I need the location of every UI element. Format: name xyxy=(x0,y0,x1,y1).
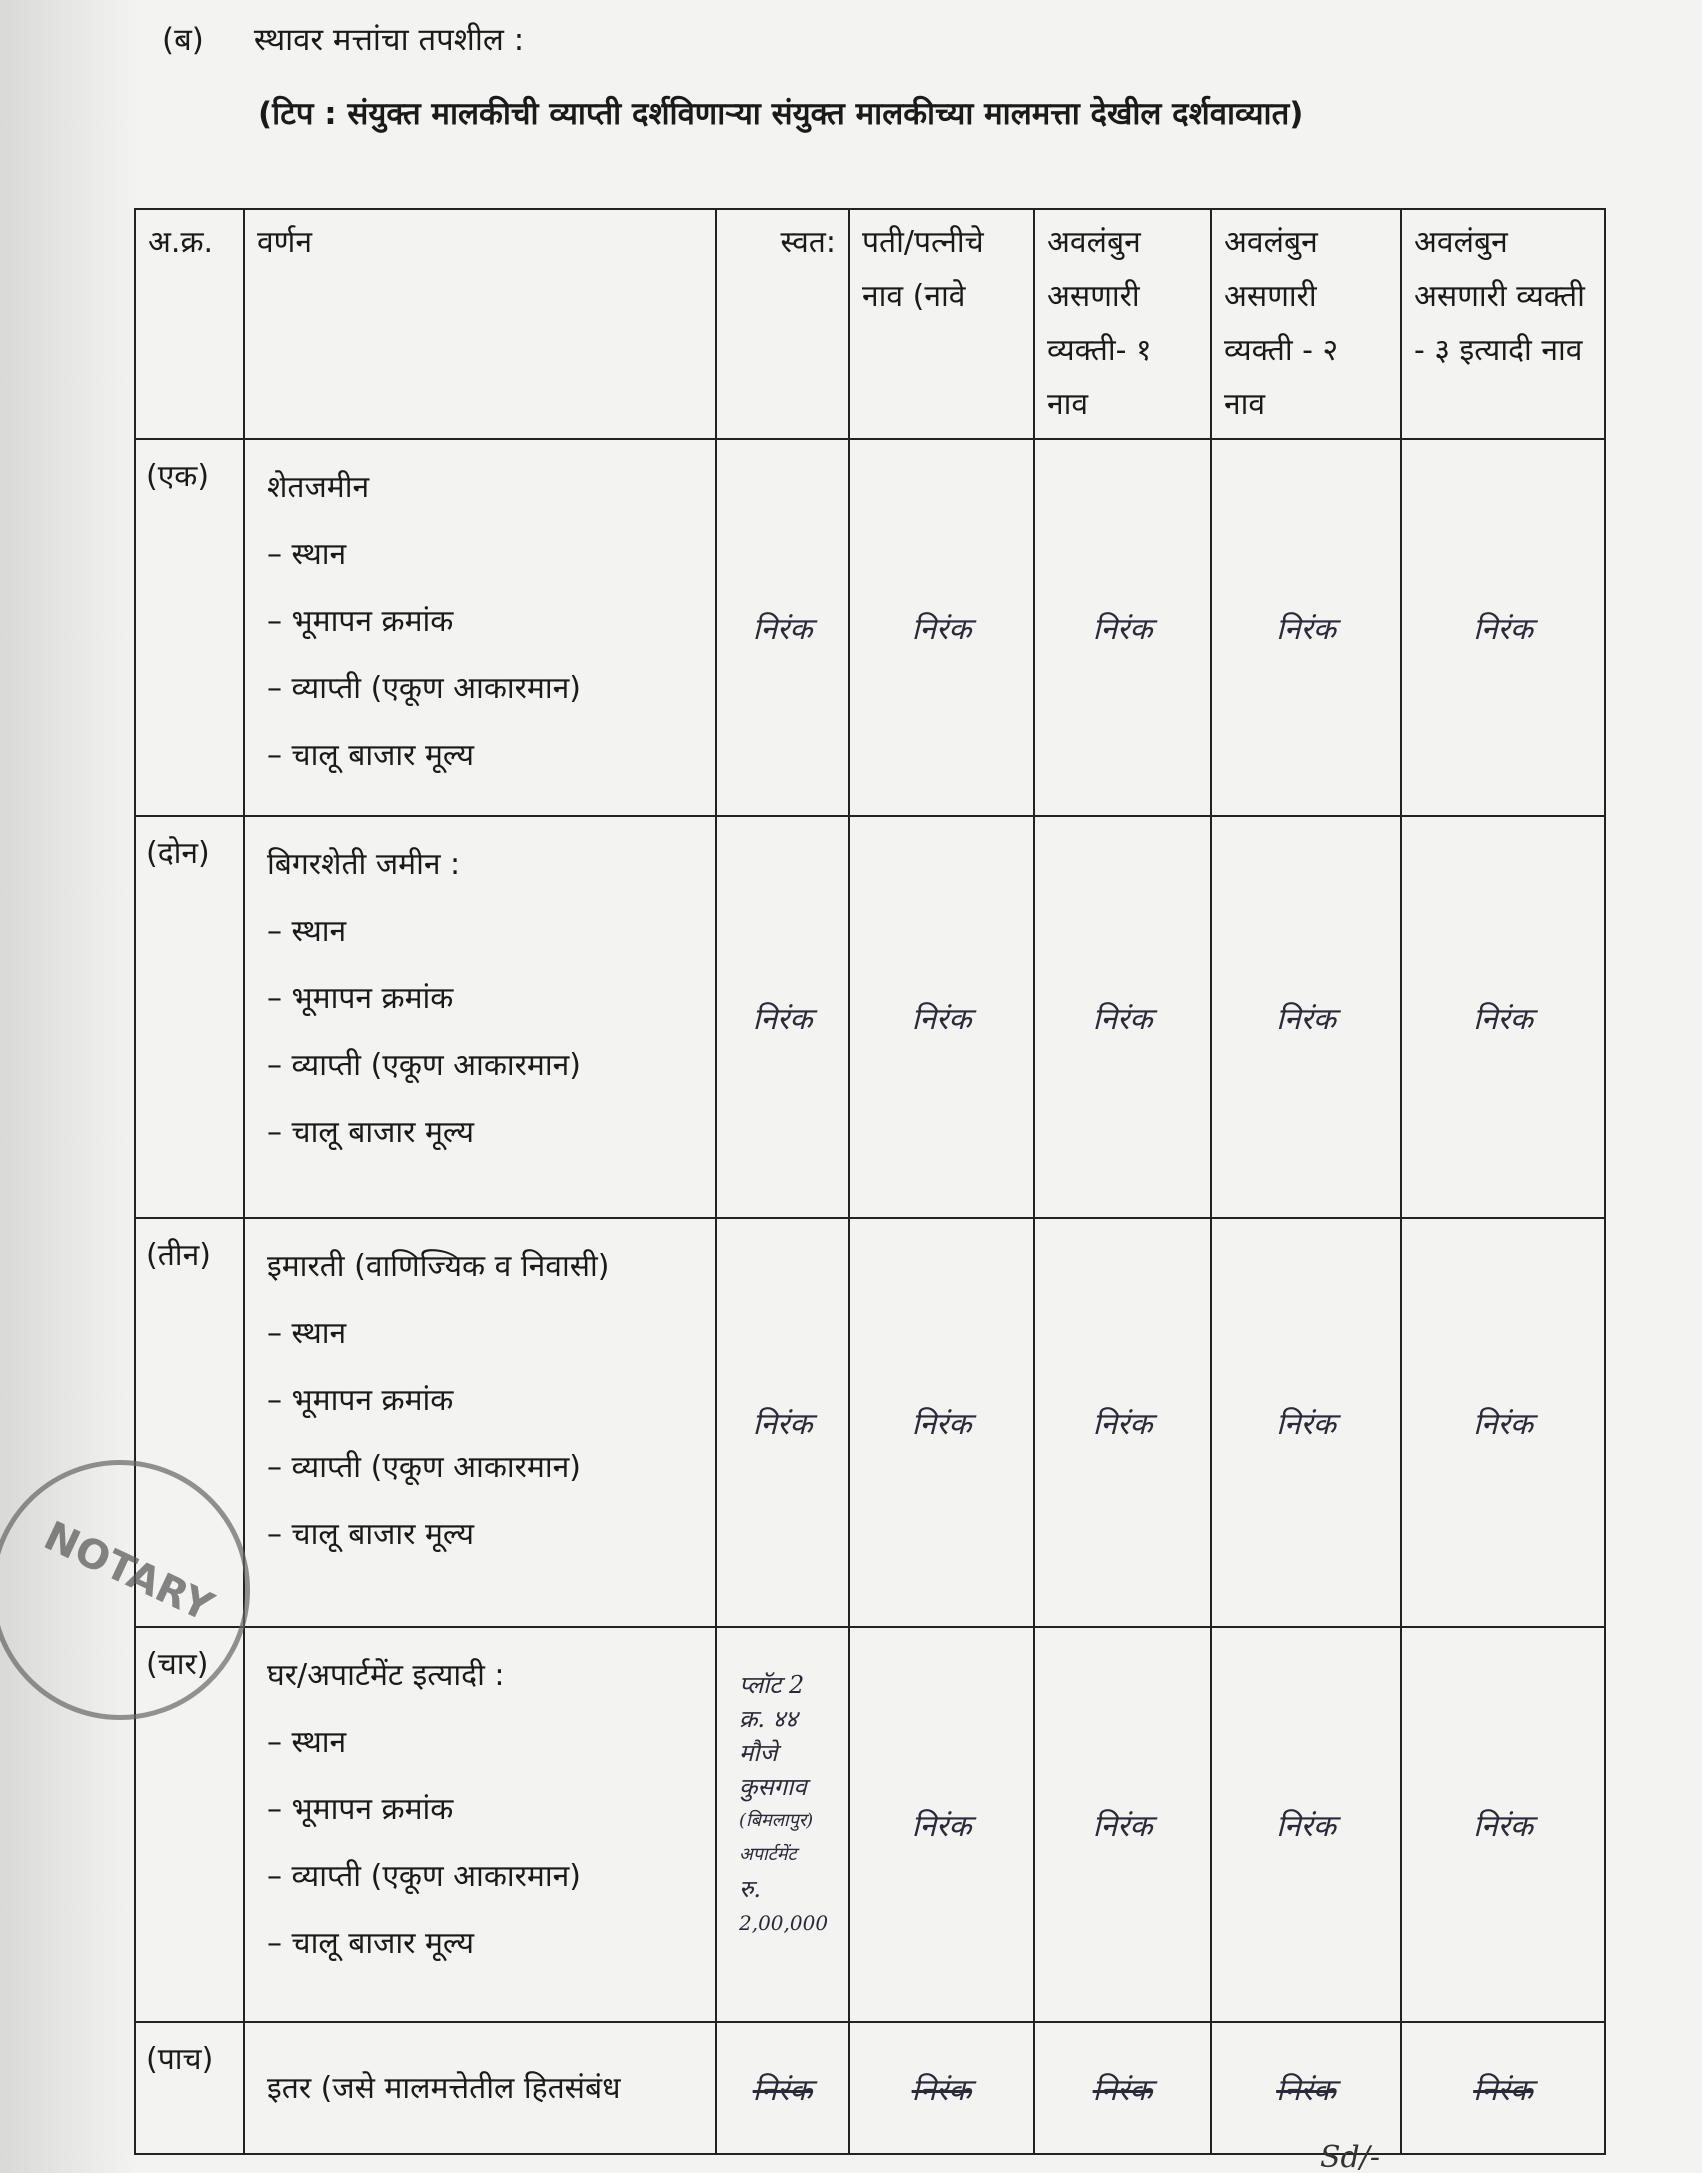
header-dependent-3: अवलंबुन असणारी व्यक्ती - ३ इत्यादी नाव xyxy=(1401,209,1605,439)
handwritten-value: निरंक xyxy=(1211,1218,1401,1627)
row-item: – व्याप्ती (एकूण आकारमान) xyxy=(267,1048,581,1083)
row-item: – भूमापन क्रमांक xyxy=(267,981,454,1016)
handwritten-value: निरंक xyxy=(1034,439,1211,816)
table-row xyxy=(135,2022,1605,2154)
table-row xyxy=(135,1627,1605,2022)
handwritten-value: निरंक xyxy=(716,1218,849,1627)
handwritten-value xyxy=(1211,2022,1401,2154)
row-title: इतर (जसे मालमत्तेतील हितसंबंध xyxy=(267,2070,621,2106)
handwritten-line: कुसगाव xyxy=(739,1773,807,1801)
stamp-text: NOTARY xyxy=(37,1512,220,1631)
handwritten-value: निरंक xyxy=(1211,1627,1401,2022)
row-item: – चालू बाजार मूल्य xyxy=(267,1926,475,1961)
value-text: निरंक xyxy=(1092,2072,1153,2108)
immovable-assets-table xyxy=(134,208,1606,2155)
header-description: वर्णन xyxy=(244,209,716,439)
row-item: – स्थान xyxy=(267,1725,347,1760)
handwritten-value: निरंक xyxy=(849,439,1034,816)
row-number: (एक) xyxy=(135,439,244,816)
section-note: (टिप : संयुक्त मालकीची व्याप्ती दर्शविणाऱ्या संयुक्त मालकीच्या मालमत्ता देखील दर्शवाव्यात) xyxy=(258,96,1304,132)
row-item: – भूमापन क्रमांक xyxy=(267,1792,454,1827)
row-item: – व्याप्ती (एकूण आकारमान) xyxy=(267,671,581,706)
handwritten-property-details xyxy=(716,1627,849,2022)
handwritten-value: निरंक xyxy=(849,1218,1034,1627)
value-text: निरंक xyxy=(911,2072,972,2108)
row-number: (पाच) xyxy=(135,2022,244,2154)
row-description xyxy=(244,816,716,1218)
row-title: शेतजमीन xyxy=(267,470,370,505)
header-row xyxy=(135,209,1605,439)
section-heading: (ब) स्थावर मत्तांचा तपशील : xyxy=(162,22,525,58)
row-description xyxy=(244,2022,716,2154)
handwritten-value xyxy=(716,2022,849,2154)
value-text: निरंक xyxy=(1473,2072,1533,2108)
row-title: बिगरशेती जमीन : xyxy=(267,847,461,882)
signature: Sd/- xyxy=(1320,2140,1380,2173)
row-item: – चालू बाजार मूल्य xyxy=(267,1517,475,1552)
header-sr: अ.क्र. xyxy=(135,209,244,439)
handwritten-value xyxy=(849,2022,1034,2154)
row-title: घर/अपार्टमेंट इत्यादी : xyxy=(267,1658,505,1693)
row-number: (तीन) xyxy=(135,1218,244,1627)
handwritten-value: निरंक xyxy=(1034,1627,1211,2022)
handwritten-line: प्लॉट 2 xyxy=(739,1671,805,1699)
value-text: निरंक xyxy=(1276,2072,1336,2108)
row-item: – चालू बाजार मूल्य xyxy=(267,738,475,773)
row-item: – व्याप्ती (एकूण आकारमान) xyxy=(267,1859,581,1894)
handwritten-value: निरंक xyxy=(1211,439,1401,816)
handwritten-value: निरंक xyxy=(716,816,849,1218)
handwritten-value: निरंक xyxy=(1034,1218,1211,1627)
table-row xyxy=(135,816,1605,1218)
row-item: – व्याप्ती (एकूण आकारमान) xyxy=(267,1450,581,1485)
row-item: – भूमापन क्रमांक xyxy=(267,1383,454,1418)
row-number: (दोन) xyxy=(135,816,244,1218)
table-row xyxy=(135,439,1605,816)
header-spouse: पती/पत्नीचे नाव (नावे xyxy=(849,209,1034,439)
handwritten-value: निरंक xyxy=(1401,1627,1605,2022)
handwritten-value xyxy=(1034,2022,1211,2154)
row-number: (चार) xyxy=(135,1627,244,2022)
row-title: इमारती (वाणिज्यिक व निवासी) xyxy=(267,1249,610,1284)
row-item: – चालू बाजार मूल्य xyxy=(267,1115,475,1150)
handwritten-value: निरंक xyxy=(1401,816,1605,1218)
row-description xyxy=(244,1627,716,2022)
scan-edge xyxy=(0,0,140,2173)
handwritten-value: निरंक xyxy=(1034,816,1211,1218)
header-dependent-1: अवलंबुन असणारी व्यक्ती- १ नाव xyxy=(1034,209,1211,439)
header-dependent-2: अवलंबुन असणारी व्यक्ती - २ नाव xyxy=(1211,209,1401,439)
handwritten-value xyxy=(1401,2022,1605,2154)
table-row xyxy=(135,1218,1605,1627)
handwritten-line: क्र. ४४ xyxy=(739,1705,798,1733)
handwritten-value: निरंक xyxy=(1401,1218,1605,1627)
handwritten-value: निरंक xyxy=(716,439,849,816)
handwritten-value: निरंक xyxy=(849,1627,1034,2022)
row-item: – भूमापन क्रमांक xyxy=(267,604,454,639)
row-description xyxy=(244,439,716,816)
row-item: – स्थान xyxy=(267,1316,347,1351)
handwritten-line: 2,00,000 xyxy=(739,1911,829,1935)
handwritten-line: रु. xyxy=(739,1875,761,1903)
handwritten-value: निरंक xyxy=(849,816,1034,1218)
header-self: स्वत: xyxy=(716,209,849,439)
handwritten-value: निरंक xyxy=(1211,816,1401,1218)
handwritten-line: अपार्टमेंट xyxy=(739,1844,797,1865)
value-text: निरंक xyxy=(752,2072,813,2108)
handwritten-line: मौजे xyxy=(739,1739,778,1767)
row-item: – स्थान xyxy=(267,537,347,572)
handwritten-line: (बिमलापुर) xyxy=(739,1810,814,1831)
row-description xyxy=(244,1218,716,1627)
handwritten-value: निरंक xyxy=(1401,439,1605,816)
row-item: – स्थान xyxy=(267,914,347,949)
